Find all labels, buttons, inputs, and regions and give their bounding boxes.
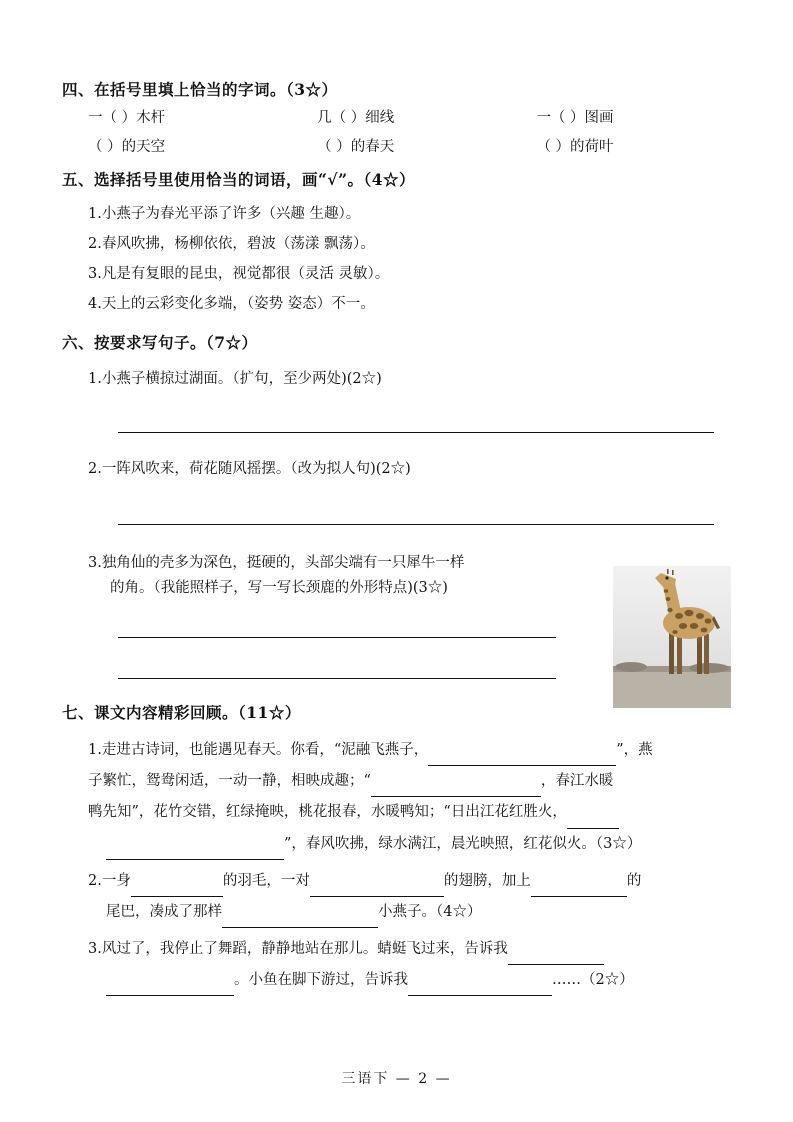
fill-blank[interactable] bbox=[408, 980, 552, 996]
blank-cell[interactable]: （ ）的春天 bbox=[317, 139, 395, 155]
answer-line-group-2 bbox=[62, 514, 734, 533]
fill-blank[interactable] bbox=[222, 912, 378, 928]
section-six-question-2: 2.一阵风吹来，荷花随风摇摆。（改为拟人句)(2☆) bbox=[88, 461, 411, 477]
section-six-question-3-line-1: 3.独角仙的壳多为深色，挺硬的，头部尖端有一只犀牛一样 bbox=[88, 555, 465, 571]
section-six-question-1: 1.小燕子横掠过湖面。（扩句，至少两处)(2☆) bbox=[88, 371, 382, 387]
fill-blank[interactable] bbox=[106, 843, 284, 859]
blank-cell[interactable]: 一（ ）木杆 bbox=[88, 110, 166, 126]
section-six-title: 六、按要求写句子。（7☆） bbox=[62, 333, 258, 352]
fill-blank[interactable] bbox=[567, 812, 619, 828]
section-five bbox=[62, 168, 734, 313]
blank-cell[interactable]: 一（ ）图画 bbox=[536, 110, 614, 126]
section-five-item-4[interactable]: 4.天上的云彩变化多端，（姿势 姿态）不一。 bbox=[88, 296, 375, 312]
section-seven-question-3 bbox=[62, 934, 734, 996]
giraffe-illustration bbox=[613, 566, 731, 708]
q1-text-part-2: ”，燕 bbox=[616, 742, 653, 758]
q3-text-part-3: ……（2☆） bbox=[552, 972, 634, 989]
blank-cell[interactable]: 几（ ）细线 bbox=[317, 110, 395, 126]
fill-blank[interactable] bbox=[531, 881, 627, 897]
section-seven-question-2 bbox=[62, 866, 734, 928]
section-four-row-1 bbox=[62, 106, 734, 127]
section-four bbox=[62, 78, 734, 156]
answer-line-group-1 bbox=[62, 422, 734, 441]
q1-text-part-1: 1.走进古诗词，也能遇见春天。你看，“泥融飞燕子， bbox=[88, 742, 429, 758]
q1-text-part-3: 子繁忙，鸳鸯闲适，一动一静，相映成趣；“ bbox=[88, 773, 371, 790]
blank-cell[interactable]: （ ）的天空 bbox=[88, 139, 166, 155]
blank-cell[interactable]: （ ）的荷叶 bbox=[536, 139, 614, 155]
section-four-title: 四、在括号里填上恰当的字词。（3☆） bbox=[62, 80, 338, 99]
section-five-title: 五、选择括号里使用恰当的词语，画“√”。（4☆） bbox=[62, 170, 416, 189]
q3-text-part-2: 。小鱼在脚下游过，告诉我 bbox=[234, 972, 408, 989]
section-seven-title: 七、课文内容精彩回顾。（11☆） bbox=[62, 703, 301, 722]
answer-line[interactable] bbox=[118, 524, 714, 525]
fill-blank[interactable] bbox=[106, 980, 234, 996]
q2-text-part-6: 小燕子。（4☆） bbox=[378, 903, 482, 920]
q3-text-part-1: 3.风过了，我停止了舞蹈，静静地站在那儿。蜻蜓飞过来，告诉我 bbox=[88, 941, 508, 958]
page-footer: 三语下 — 2 — bbox=[341, 1071, 452, 1087]
section-seven bbox=[62, 701, 734, 996]
fill-blank[interactable] bbox=[508, 949, 604, 965]
q2-text-part-5: 尾巴，凑成了那样 bbox=[106, 903, 222, 920]
q2-text-part-2: 的羽毛，一对 bbox=[222, 872, 310, 889]
worksheet-body bbox=[62, 78, 734, 996]
fill-blank[interactable] bbox=[310, 881, 444, 897]
section-five-item-1[interactable]: 1.小燕子为春光平添了许多（兴趣 生趣）。 bbox=[88, 206, 361, 222]
q2-text-part-3: 的翅膀，加上 bbox=[443, 872, 531, 889]
answer-line[interactable] bbox=[118, 432, 714, 433]
fill-blank[interactable] bbox=[371, 781, 541, 797]
fill-blank[interactable] bbox=[428, 750, 616, 766]
section-seven-question-1 bbox=[62, 735, 734, 860]
section-four-row-2 bbox=[62, 135, 734, 156]
section-six-question-3-line-2: 的角。（我能照样子，写一写长颈鹿的外形特点)(3☆) bbox=[110, 580, 448, 596]
q1-text-part-4: ，春江水暖 bbox=[540, 773, 614, 790]
q1-text-part-5: 鸭先知”，花竹交错，红绿掩映，桃花报春，水暖鸭知；“日出江花红胜火， bbox=[88, 804, 567, 821]
section-five-item-3[interactable]: 3.凡是有复眼的昆虫，视觉都很（灵活 灵敏）。 bbox=[88, 266, 390, 282]
q1-text-part-6: ”，春风吹拂，绿水满江，晨光映照，红花似火。（3☆） bbox=[284, 835, 642, 852]
fill-blank[interactable] bbox=[131, 881, 223, 897]
q2-text-part-4: 的 bbox=[626, 872, 642, 889]
giraffe-image bbox=[613, 566, 731, 708]
section-five-item-2[interactable]: 2.春风吹拂，杨柳依依，碧波（荡漾 飘荡）。 bbox=[88, 236, 375, 252]
answer-line[interactable] bbox=[118, 637, 556, 638]
q2-text-part-1: 2.一身 bbox=[88, 872, 131, 889]
answer-line[interactable] bbox=[118, 678, 556, 679]
